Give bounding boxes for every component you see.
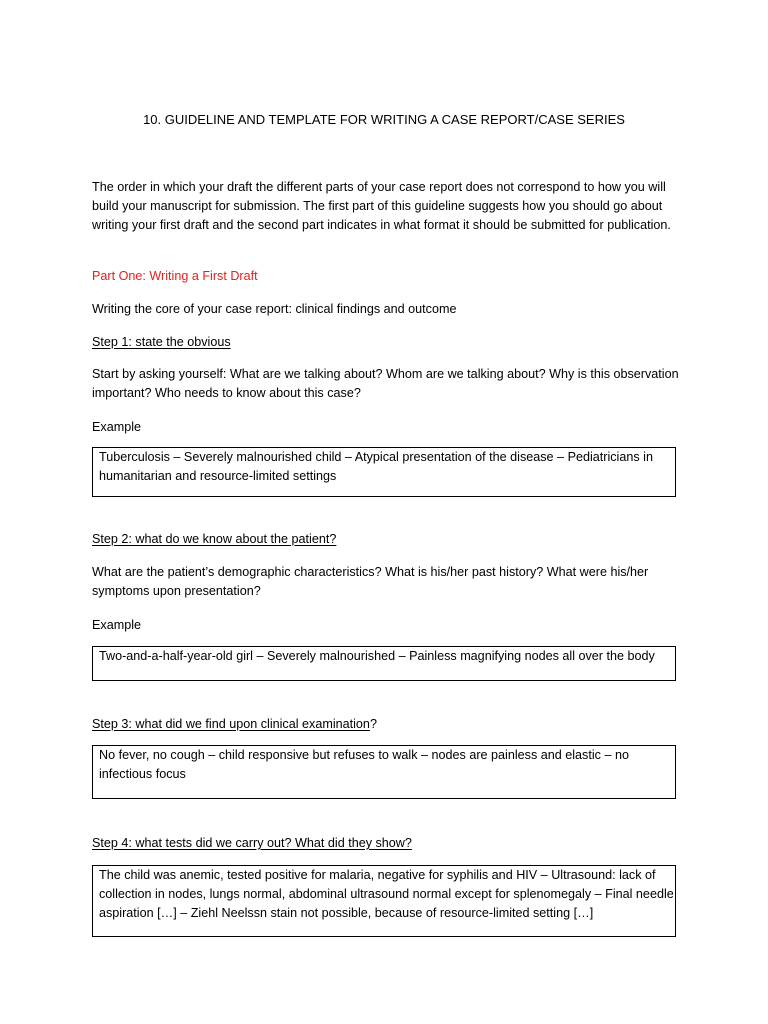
step-3-label: Step 3: what did we find upon clinical examination — [92, 717, 370, 731]
step-2-example-box — [92, 646, 676, 681]
intro-paragraph: The order in which your draft the different parts of your case report does not correspond to how you will build your manuscript for submission. The first part of this guideline suggests how you should go about writing your first draft and the second part indicates in what format it should be submitted for publication. — [92, 180, 671, 232]
step-2-example-text: Two-and-a-half-year-old girl – Severely malnourished – Painless magnifying nodes all over the body — [99, 649, 655, 663]
step-3-label-suffix: ? — [369, 717, 377, 731]
step-1-example-text: Tuberculosis – Severely malnourished child – Atypical presentation of the disease – Pediatricians in humanitarian and resource-limited settings — [99, 450, 653, 483]
step-1-example-label: Example — [92, 420, 141, 434]
step-4-heading — [92, 835, 682, 851]
step-1-label: Step 1: state the obvious — [92, 335, 231, 349]
step-2-label: Step 2: what do we know about the patient? — [92, 532, 337, 546]
step-2-heading — [92, 531, 682, 547]
step-4-example-text: The child was anemic, tested positive for malaria, negative for syphilis and HIV – Ultrasound: lack of collection in nodes, lungs normal, abdominal ultrasound normal except for splenomegaly – Final needle aspiration […] – Ziehl Neelssn stain not possible, because of resource-limited setting […] — [99, 868, 674, 920]
document-title: 10. GUIDELINE AND TEMPLATE FOR WRITING A CASE REPORT/CASE SERIES — [143, 112, 625, 127]
step-1-example-box — [92, 447, 676, 497]
step-3-example-box — [92, 745, 676, 799]
core-heading: Writing the core of your case report: clinical findings and outcome — [92, 302, 457, 316]
part-one-heading: Part One: Writing a First Draft — [92, 269, 258, 283]
step-1-heading — [92, 334, 682, 350]
step-4-example-box — [92, 865, 676, 937]
step-4-label: Step 4: what tests did we carry out? What did they show? — [92, 836, 412, 850]
step-2-example-label: Example — [92, 618, 141, 632]
step-3-example-text: No fever, no cough – child responsive but refuses to walk – nodes are painless and elastic – no infectious focus — [99, 748, 629, 781]
step-1-description: Start by asking yourself: What are we talking about? Whom are we talking about? Why is this observation important? Who needs to know about this case? — [92, 367, 679, 400]
step-2-description: What are the patient’s demographic characteristics? What is his/her past history? What were his/her symptoms upon presentation? — [92, 565, 649, 598]
step-3-heading — [92, 716, 682, 732]
